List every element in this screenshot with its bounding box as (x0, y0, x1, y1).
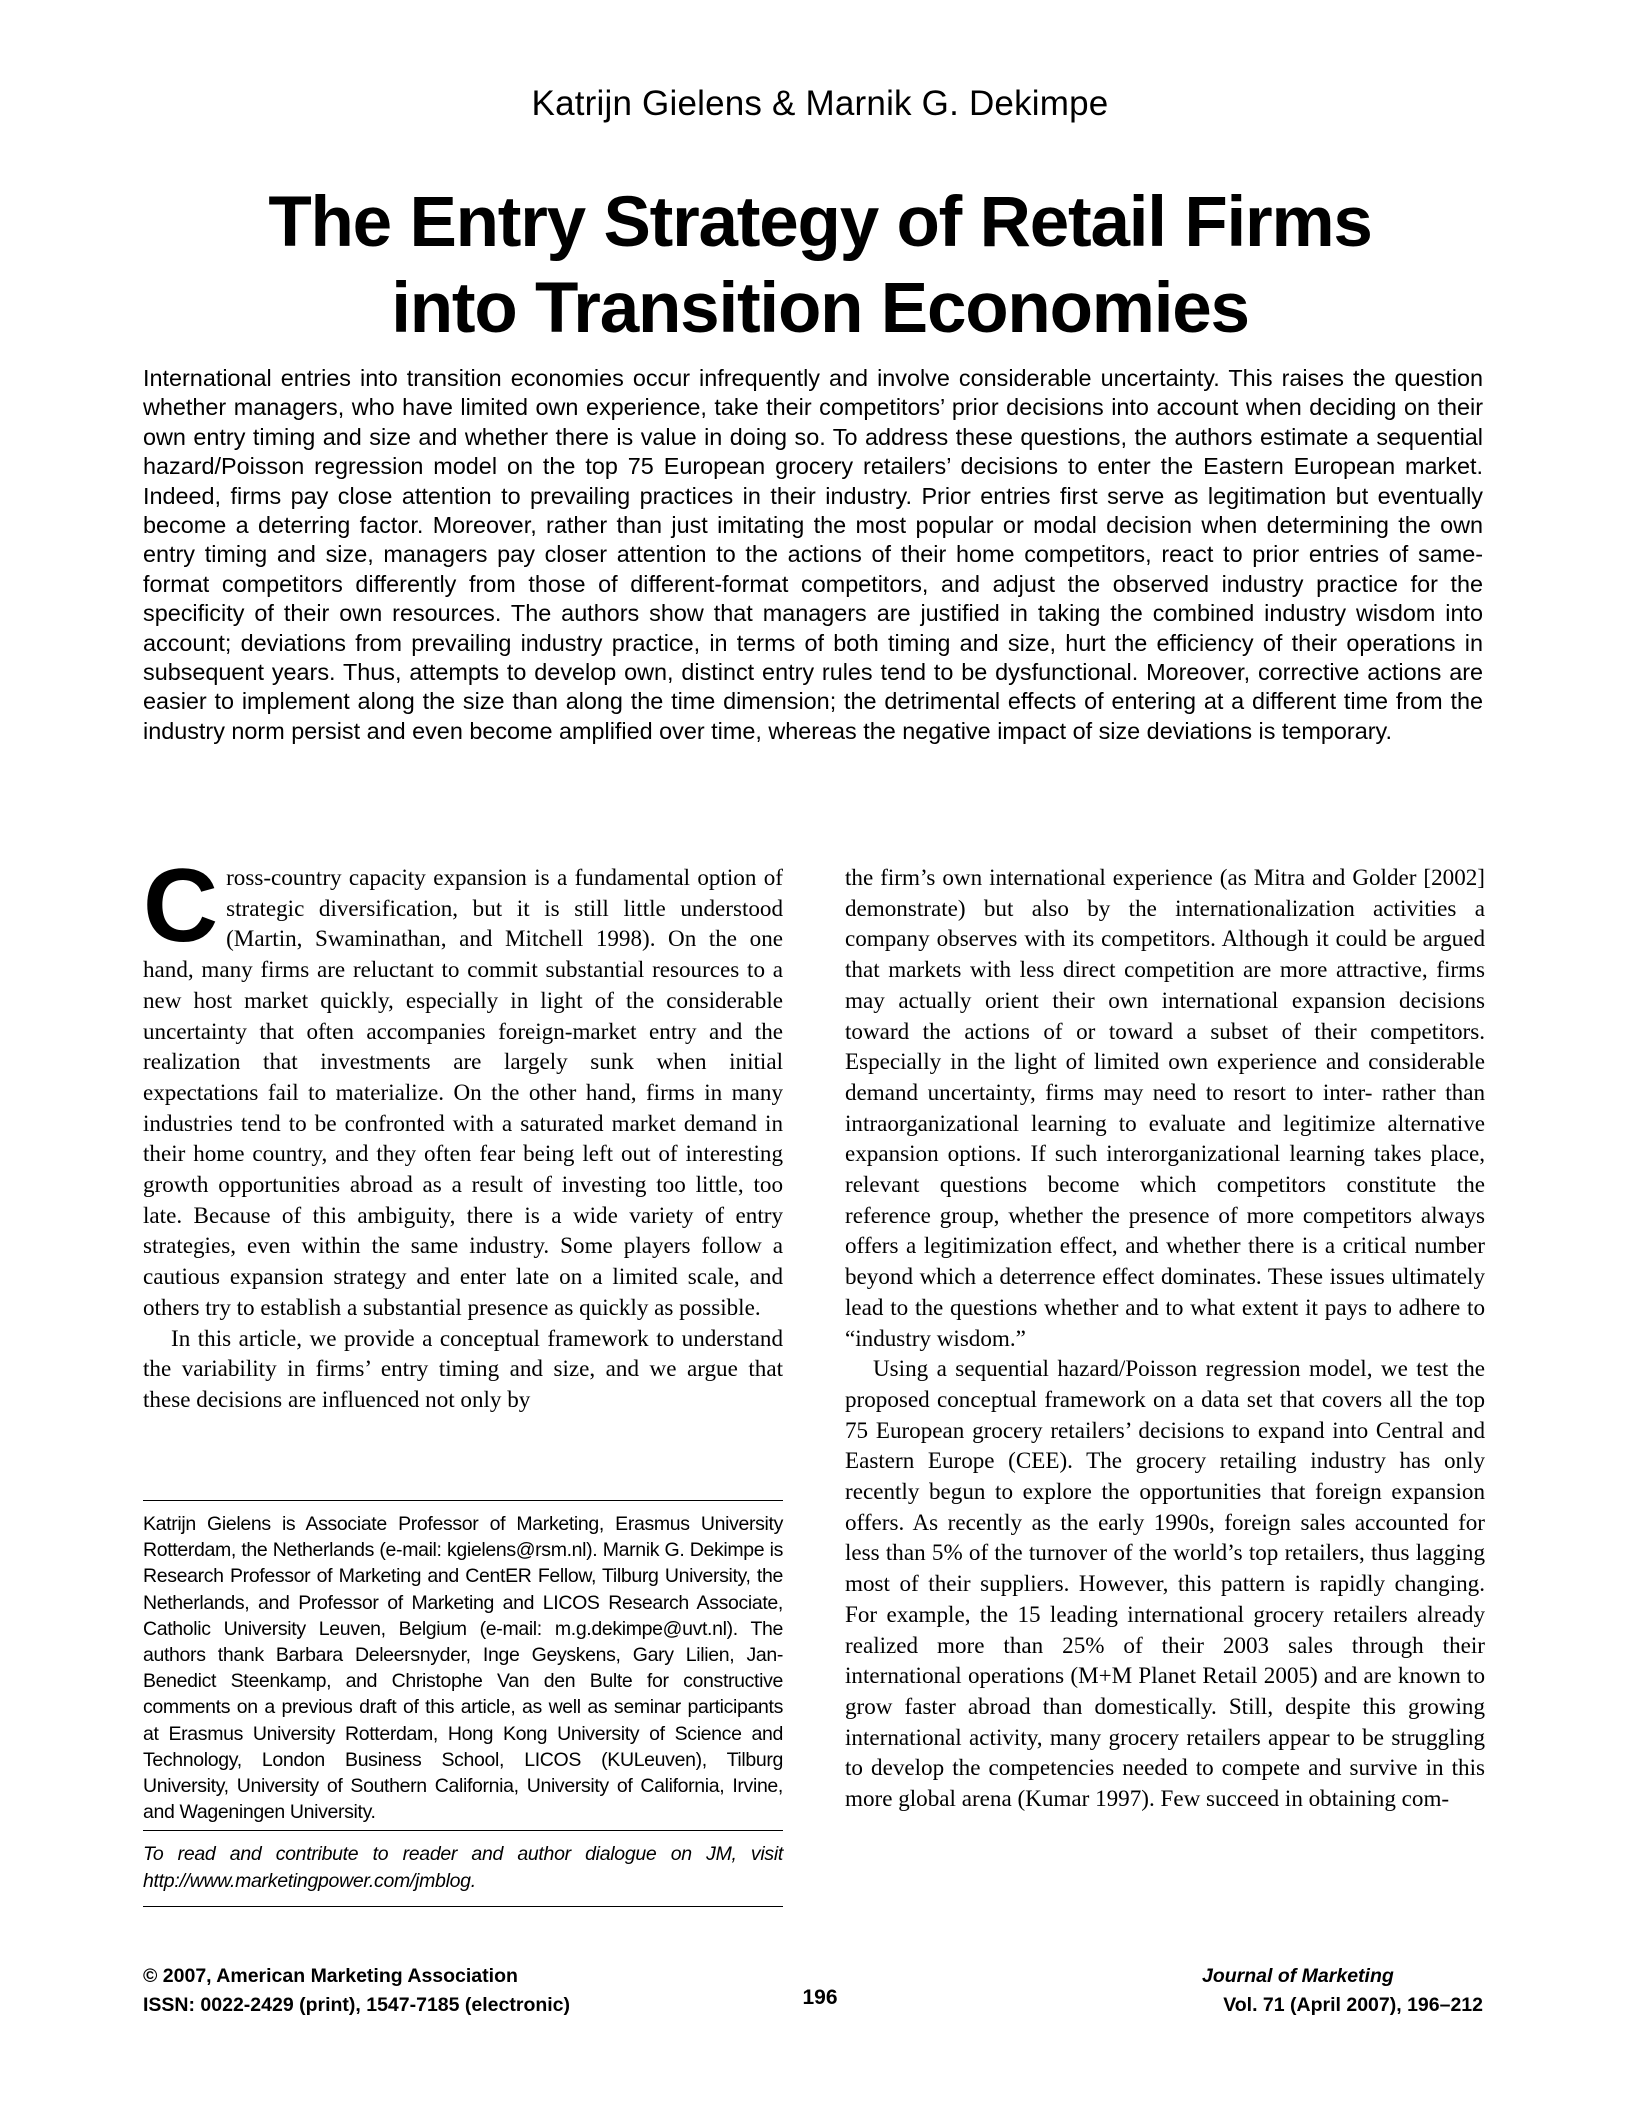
body-paragraph (143, 848, 783, 1323)
page-number: 196 (802, 1986, 838, 2009)
copyright-line: © 2007, American Marketing Association (143, 1965, 518, 1987)
body-paragraph: In this article, we provide a conceptual framework to understand the variability in firms’ entry timing and size, and we argue that these decisions are influenced not only by (143, 1324, 783, 1412)
abstract: International entries into transition economies occur infrequently and involve considerable uncertainty. This raises the question whether managers, who have limited own experience, take their competitors’ prior decisions into account when deciding on their own entry timing and size and whether there is value in doing so. To address these questions, the authors estimate a sequential hazard/Poisson regression model on the top 75 European grocery retailers’ decisions to enter the Eastern European market. Indeed, firms pay close attention to prevailing practices in their industry. Prior entries first serve as legitimation but eventually become a deterring factor. Moreover, rather than just imitating the most popular or modal decision when determining the own entry timing and size, managers pay closer attention to the actions of their home competitors, react to prior entries of same-format competitors differently from those of different-format competitors, and adjust the observed industry practice for the specificity of their own resources. The authors show that managers are justified in taking the combined industry wisdom into account; deviations from prevailing industry practice, in terms of both timing and size, hurt the efficiency of their operations in subsequent years. Thus, attempts to develop own, distinct entry rules tend to be dysfunctional. Moreover, corrective actions are easier to implement along the size than along the time dimension; the detrimental effects of entering at a different time from the industry norm persist and even become amplified over time, whereas the negative impact of size deviations is temporary. (143, 365, 1483, 744)
volume-line: Vol. 71 (April 2007), 196–212 (1223, 1994, 1483, 2016)
body-paragraph-text: ross-country capacity expansion is a fundamental option of strategic diversification, but it is still little understood (Martin, Swaminathan, and Mitchell 1998). On the one hand, many firms are reluctant to commit substantial resources to a new host market quickly, especially in light of the considerable uncertainty that often accompanies foreign-market entry and the realization that investments are largely sunk when initial expectations fail to materialize. On the other hand, firms in many industries tend to be confronted with a saturated market demand in their home country, and they often fear being left out of interesting growth opportunities abroad as a result of investing too little, too late. Because of this ambiguity, there is a wide variety of entry strategies, even within the same industry. Some players follow a cautious expansion strategy and enter late on a limited scale, and others try to establish a substantial presence as quickly as possible. (143, 864, 783, 1320)
body-column-left (143, 848, 783, 1415)
issn-line: ISSN: 0022-2429 (print), 1547-7185 (electronic) (143, 1994, 571, 2016)
footer-right (1180, 1962, 1483, 2020)
jm-blog-note: To read and contribute to reader and author dialogue on JM, visit http://www.marketingpower.com/jmblog. (143, 1830, 783, 1907)
body-paragraph: the firm’s own international experience (as Mitra and Golder [2002] demonstrate) but also by the internationalization activities a company observes with its competitors. Although it could be argued that markets with less direct competition are more attractive, firms may actually orient their own international expansion decisions toward the actions of or toward a subset of their competitors. Especially in the light of limited own experience and considerable demand uncertainty, firms may need to resort to inter- rather than intraorganizational learning to evaluate and legitimize alternative expansion options. If such interorganizational learning takes place, relevant questions become which competitors constitute the reference group, whether the presence of more competitors always offers a legitimization effect, and whether there is a critical number beyond which a deterrence effect dominates. These issues ultimately lead to the questions whether and to what extent it pays to adhere to “industry wisdom.” (845, 864, 1485, 1351)
title-line-2: into Transition Economies (391, 269, 1249, 348)
footer-left (143, 1962, 570, 2020)
article-title (100, 180, 1540, 352)
author-footnote (143, 1500, 783, 1825)
drop-cap: C (143, 848, 219, 964)
body-paragraph: Using a sequential hazard/Poisson regression model, we test the proposed conceptual framework on a data set that covers all the top 75 European grocery retailers’ decisions to expand into Central and Eastern Europe (CEE). The grocery retailing industry has only recently begun to explore the opportunities that foreign expansion offers. As recently as the early 1990s, foreign sales accounted for less than 5% of the turnover of the world’s top retailers, thus lagging most of their suppliers. However, this pattern is rapidly changing. For example, the 15 leading international grocery retailers already realized more than 25% of their 2003 sales through their international operations (M+M Planet Retail 2005) and are known to grow faster abroad than domestically. Still, despite this growing international activity, many grocery retailers appear to be struggling to develop the competencies needed to compete and survive in this more global arena (Kumar 1997). Few succeed in obtaining com- (845, 1355, 1485, 1812)
body-column-right (845, 862, 1485, 1814)
title-line-1: The Entry Strategy of Retail Firms (268, 183, 1372, 262)
journal-name: Journal of Marketing (1202, 1965, 1394, 1987)
author-line: Katrijn Gielens & Marnik G. Dekimpe (531, 84, 1109, 123)
author-footnote-text: Katrijn Gielens is Associate Professor of Marketing, Erasmus University Rotterdam, the Netherlands (e-mail: kgielens@rsm.nl). Marnik G. Dekimpe is Research Professor of Marketing and CentER Fellow, Tilburg University, the Netherlands, and Professor of Marketing and LICOS Research Associate, Catholic University Leuven, Belgium (e-mail: m.g.dekimpe@uvt.nl). The authors thank Barbara Deleersnyder, Inge Geyskens, Gary Lilien, Jan-Benedict Steenkamp, and Christophe Van den Bulte for constructive comments on a previous draft of this article, as well as seminar participants at Erasmus University Rotterdam, Hong Kong University of Science and Technology, London Business School, LICOS (KULeuven), Tilburg University, University of Southern California, University of California, Irvine, and Wageningen University. (143, 1513, 783, 1824)
